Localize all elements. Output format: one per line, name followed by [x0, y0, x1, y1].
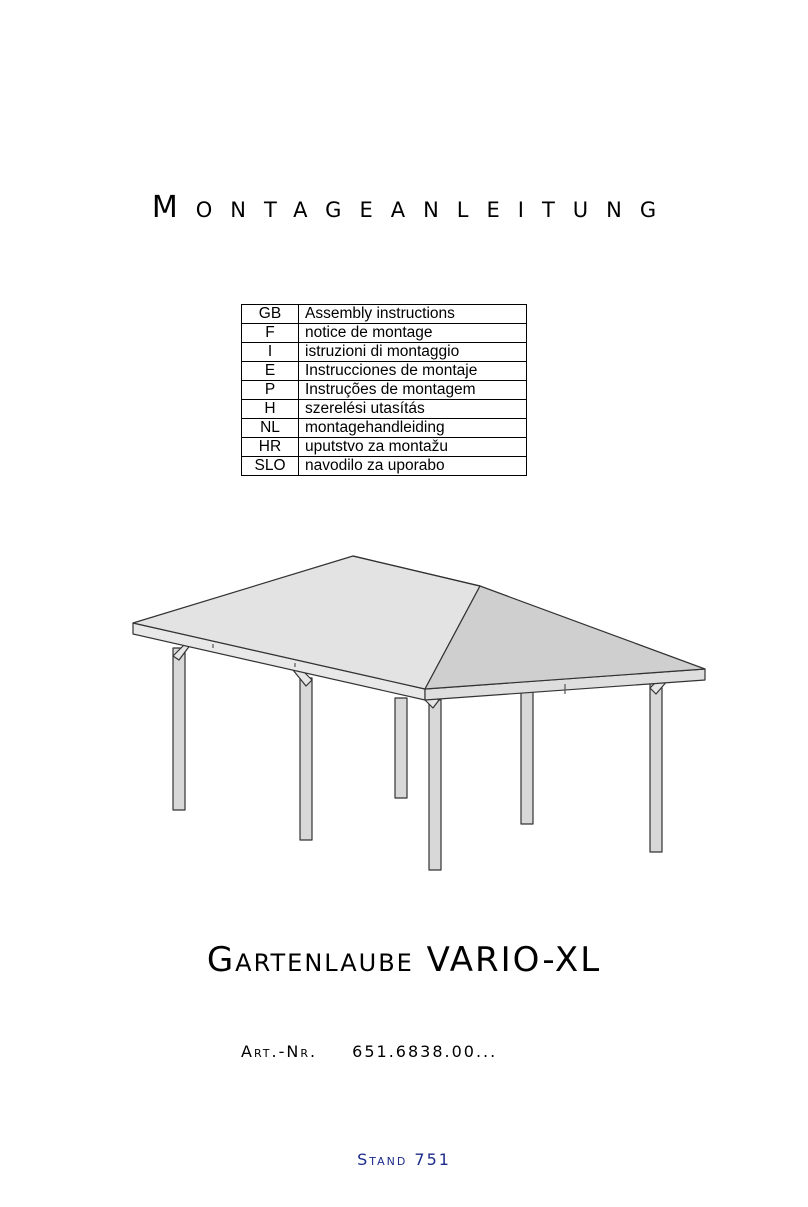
language-text: Assembly instructions: [299, 305, 527, 324]
language-table: [241, 304, 527, 476]
table-row: [242, 324, 527, 343]
table-row: [242, 400, 527, 419]
language-code: NL: [242, 419, 299, 438]
language-text: Instruções de montagem: [299, 381, 527, 400]
gazebo-post: [521, 692, 533, 824]
stand-version: Stand 751: [357, 1150, 451, 1169]
table-row: [242, 305, 527, 324]
table-row: [242, 362, 527, 381]
language-code: GB: [242, 305, 299, 324]
gazebo-post: [395, 698, 407, 798]
language-text: notice de montage: [299, 324, 527, 343]
language-text: szerelési utasítás: [299, 400, 527, 419]
gazebo-post: [650, 682, 662, 852]
product-name: Gartenlaube VARIO-XL: [206, 940, 602, 980]
language-code: P: [242, 381, 299, 400]
gazebo-post: [429, 700, 441, 870]
language-text: uputstvo za montažu: [299, 438, 527, 457]
language-text: navodilo za uporabo: [299, 457, 527, 476]
language-text: istruzioni di montaggio: [299, 343, 527, 362]
article-number: [241, 1042, 497, 1061]
language-text: montagehandleiding: [299, 419, 527, 438]
language-code: I: [242, 343, 299, 362]
table-row: [242, 343, 527, 362]
gazebo-post: [300, 678, 312, 840]
gazebo-drawing: [125, 548, 715, 878]
table-row: [242, 457, 527, 476]
language-text: Instrucciones de montaje: [299, 362, 527, 381]
article-value: 651.6838.00...: [352, 1042, 498, 1061]
language-code: SLO: [242, 457, 299, 476]
table-row: [242, 419, 527, 438]
gazebo-post: [173, 648, 185, 810]
document-title: Montageanleitung: [151, 190, 675, 225]
article-label: Art.-Nr.: [241, 1042, 318, 1061]
table-row: [242, 438, 527, 457]
language-code: H: [242, 400, 299, 419]
language-code: E: [242, 362, 299, 381]
language-code: HR: [242, 438, 299, 457]
table-row: [242, 381, 527, 400]
language-code: F: [242, 324, 299, 343]
